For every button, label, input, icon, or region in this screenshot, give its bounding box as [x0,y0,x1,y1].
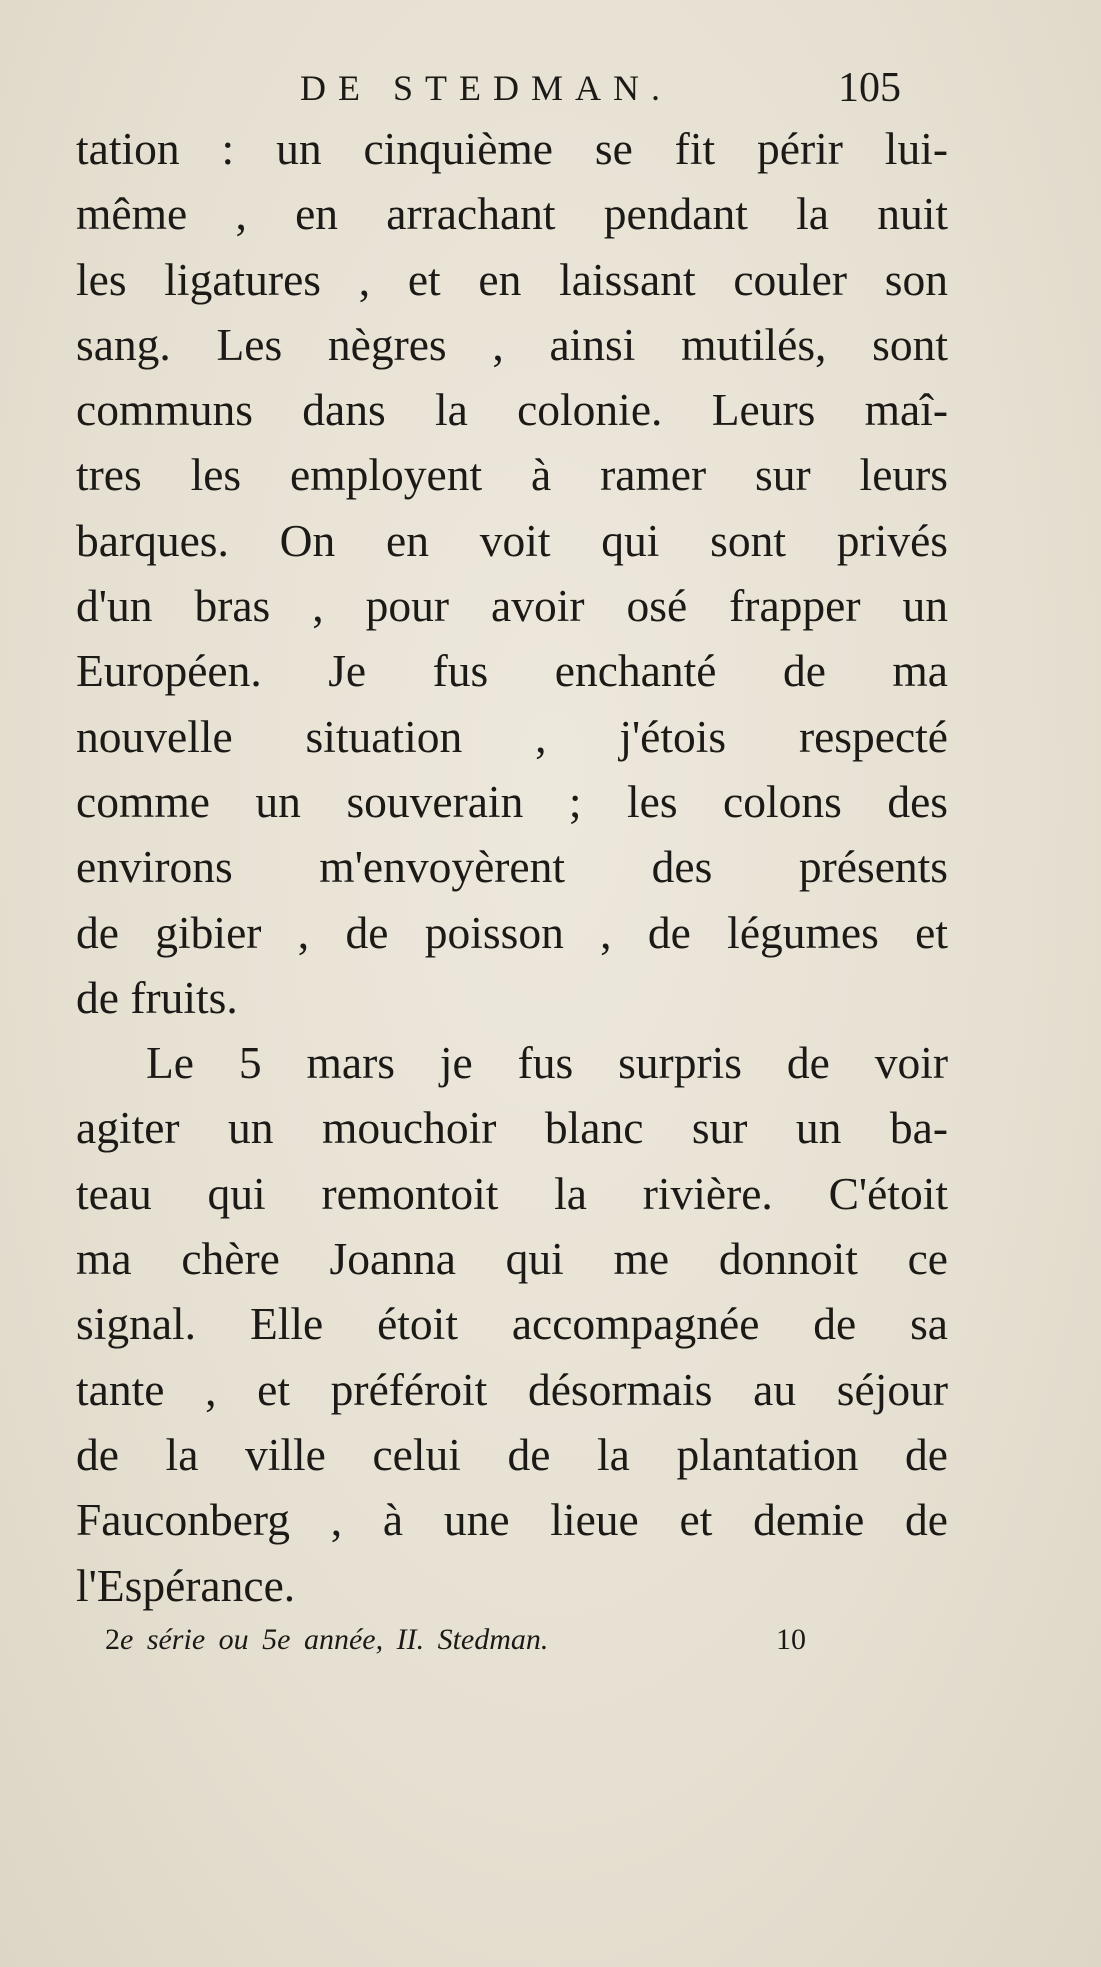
text-line: l'Espérance. [76,1559,296,1611]
text-line: d'un bras , pour avoir osé frapper un [76,580,948,632]
text-line: les ligatures , et en laissant couler son [76,253,948,305]
text-line: environs m'envoyèrent des présents [76,841,948,893]
printer-signature [105,1615,835,1665]
text-line: agiter un mouchoir blanc sur un ba- [76,1102,948,1154]
signature-number: 10 [776,1623,806,1656]
text-line: ma chère Joanna qui me donnoit ce [76,1233,948,1285]
text-line: nouvelle situation , j'étois respecté [76,710,948,762]
body-text [76,116,948,1618]
signature-part: e série ou 5 [120,1623,278,1656]
text-line: même , en arrachant pendant la nuit [76,188,948,240]
text-line: communs dans la colonie. Leurs maî- [76,384,948,436]
running-title: DE STEDMAN. [300,68,672,108]
text-line: de la ville celui de la plantation de [76,1428,948,1480]
text-line: de gibier , de poisson , de légumes et [76,906,948,958]
page-number: 105 [838,65,901,111]
text-line: sang. Les nègres , ainsi mutilés, sont [76,318,948,370]
text-line: tante , et préféroit désormais au séjour [76,1363,948,1415]
text-line: Européen. Je fus enchanté de ma [76,645,948,697]
text-line: Le 5 mars je fus surpris de voir [146,1037,948,1089]
signature-part: 2 [105,1623,120,1656]
text-line: de fruits. [76,971,238,1023]
running-head [0,58,1101,118]
text-line: teau qui remontoit la rivière. C'étoit [76,1167,948,1219]
signature-part: e année, II. Stedman. [277,1623,549,1656]
text-line: Fauconberg , à une lieue et demie de [76,1494,948,1546]
text-line: tres les employent à ramer sur leurs [76,449,948,501]
text-line: barques. On en voit qui sont privés [76,514,948,566]
text-line: comme un souverain ; les colons des [76,775,948,827]
text-line: signal. Elle étoit accompagnée de sa [76,1298,948,1350]
text-line: tation : un cinquième se fit périr lui- [76,123,948,174]
